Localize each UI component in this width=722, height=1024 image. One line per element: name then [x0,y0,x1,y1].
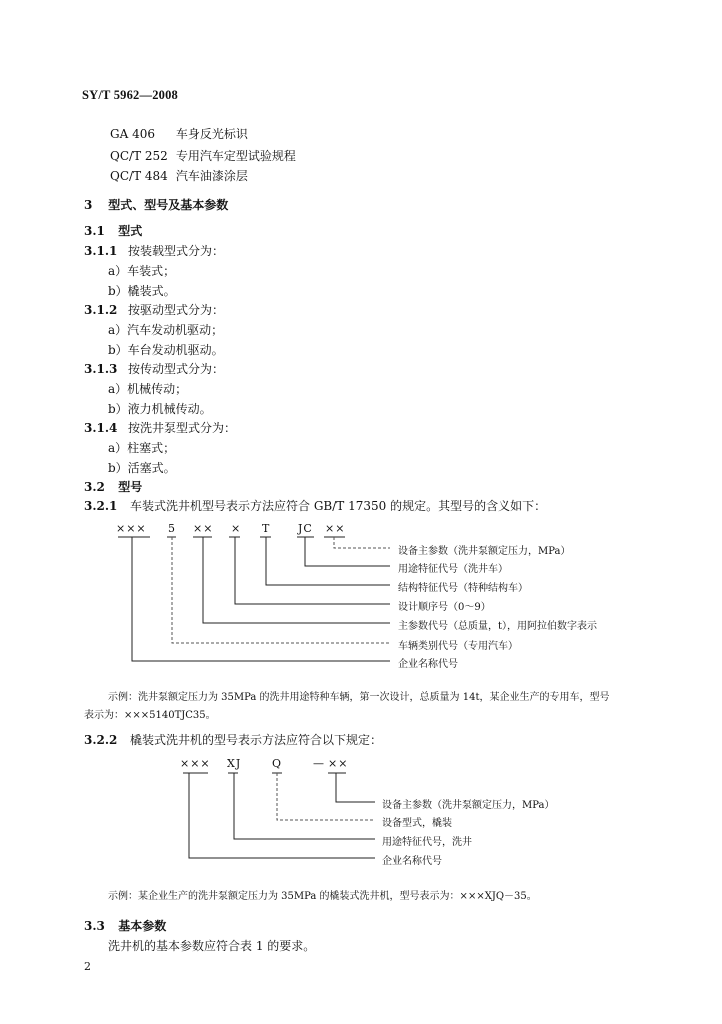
section-number: 3.3 [84,919,105,933]
section-title: 型式 [118,224,143,238]
code-segment: ×× [328,757,349,770]
list-item: a）车装式； [108,264,176,278]
code-segment: 5 [168,522,176,535]
clause-number: 3.1.2 [84,303,118,317]
clause-3-2-2 [84,731,382,748]
clause-number: 3.2.1 [84,499,118,513]
example-text: 示例：某企业生产的洗井泵额定压力为 35MPa 的橇装式洗井机，型号表示为：×××XJQ－35。 [108,891,537,902]
code-label: 用途特征代号（洗井车） [398,564,508,575]
list-item: b）液力机械传动。 [108,402,212,416]
code-label: 结构特征代号（特种结构车） [398,583,528,594]
list-item: b）橇装式。 [108,284,176,298]
example-text: 表示为：×××5140TJC35。 [84,710,216,721]
code-segment: ××× [116,522,147,535]
code-label: 设备主参数（洗井泵额定压力，MPa） [382,800,555,811]
clause-number: 3.2.2 [84,733,118,747]
section-3-3-heading [84,917,166,934]
code-segment: ××× [180,757,211,770]
clause-number: 3.1.1 [84,244,118,258]
reference-code: GA 406 [110,127,155,141]
code-label: 设备型式，橇装 [382,818,452,829]
clause-text: 按洗井泵型式分为： [128,421,237,435]
reference-code: QC/T 252 [110,149,168,163]
code-label: 用途特征代号，洗井 [382,837,472,848]
reference-title: 专用汽车定型试验规程 [175,149,296,163]
paragraph-text: 洗井机的基本参数应符合表 1 的要求。 [108,939,316,953]
code-label: 设备主参数（洗井泵额定压力，MPa） [398,546,571,557]
section-number: 3.1 [84,224,105,238]
page-number: 2 [84,960,91,973]
list-item: a）机械传动； [108,382,188,396]
code-segment: — [313,757,325,770]
code-segment: ×× [325,522,346,535]
list-item: a）汽车发动机驱动； [108,323,224,337]
section-title: 型号 [118,480,143,494]
clause-number: 3.1.4 [84,421,118,435]
code-segment: T [262,522,271,535]
code-segment: Q [272,757,283,770]
code-label: 车辆类别代号（专用汽车） [398,641,518,652]
list-item: b）车台发动机驱动。 [108,343,224,357]
code-segment: XJ [227,757,242,770]
list-item: a）柱塞式； [108,441,176,455]
clause-number: 3.1.3 [84,362,118,376]
section-number: 3.2 [84,480,105,494]
clause-text: 橇装式洗井机的型号表示方法应符合以下规定： [130,733,383,747]
example-text: 示例：洗井泵额定压力为 35MPa 的洗井用途特种车辆，第一次设计，总质量为 14t，某企业生产的专用车，型号 [108,692,610,703]
reference-title: 汽车油漆涂层 [175,169,248,183]
clause-text: 按传动型式分为： [128,362,225,376]
code-label: 企业名称代号 [398,659,458,670]
code-label: 主参数代号（总质量，t），用阿拉伯数字表示 [398,621,598,632]
document-code-header: SY/T 5962—2008 [82,88,178,102]
code-label: 设计顺序号（0～9） [398,602,491,613]
list-item: b）活塞式。 [108,461,176,475]
reference-code: QC/T 484 [110,169,168,183]
clause-text: 车装式洗井机型号表示方法应符合 GB/T 17350 的规定。其型号的含义如下： [130,499,547,513]
code-segment: JC [298,522,313,535]
section-title: 基本参数 [118,919,167,933]
clause-text: 按装载型式分为： [128,244,225,258]
code-segment: × [231,522,242,535]
clause-text: 按驱动型式分为： [128,303,225,317]
code-segment: ×× [193,522,214,535]
section-number: 3 [84,198,93,212]
code-label: 企业名称代号 [382,856,442,867]
reference-title: 车身反光标识 [175,127,248,141]
section-title: 型式、型号及基本参数 [108,198,229,212]
